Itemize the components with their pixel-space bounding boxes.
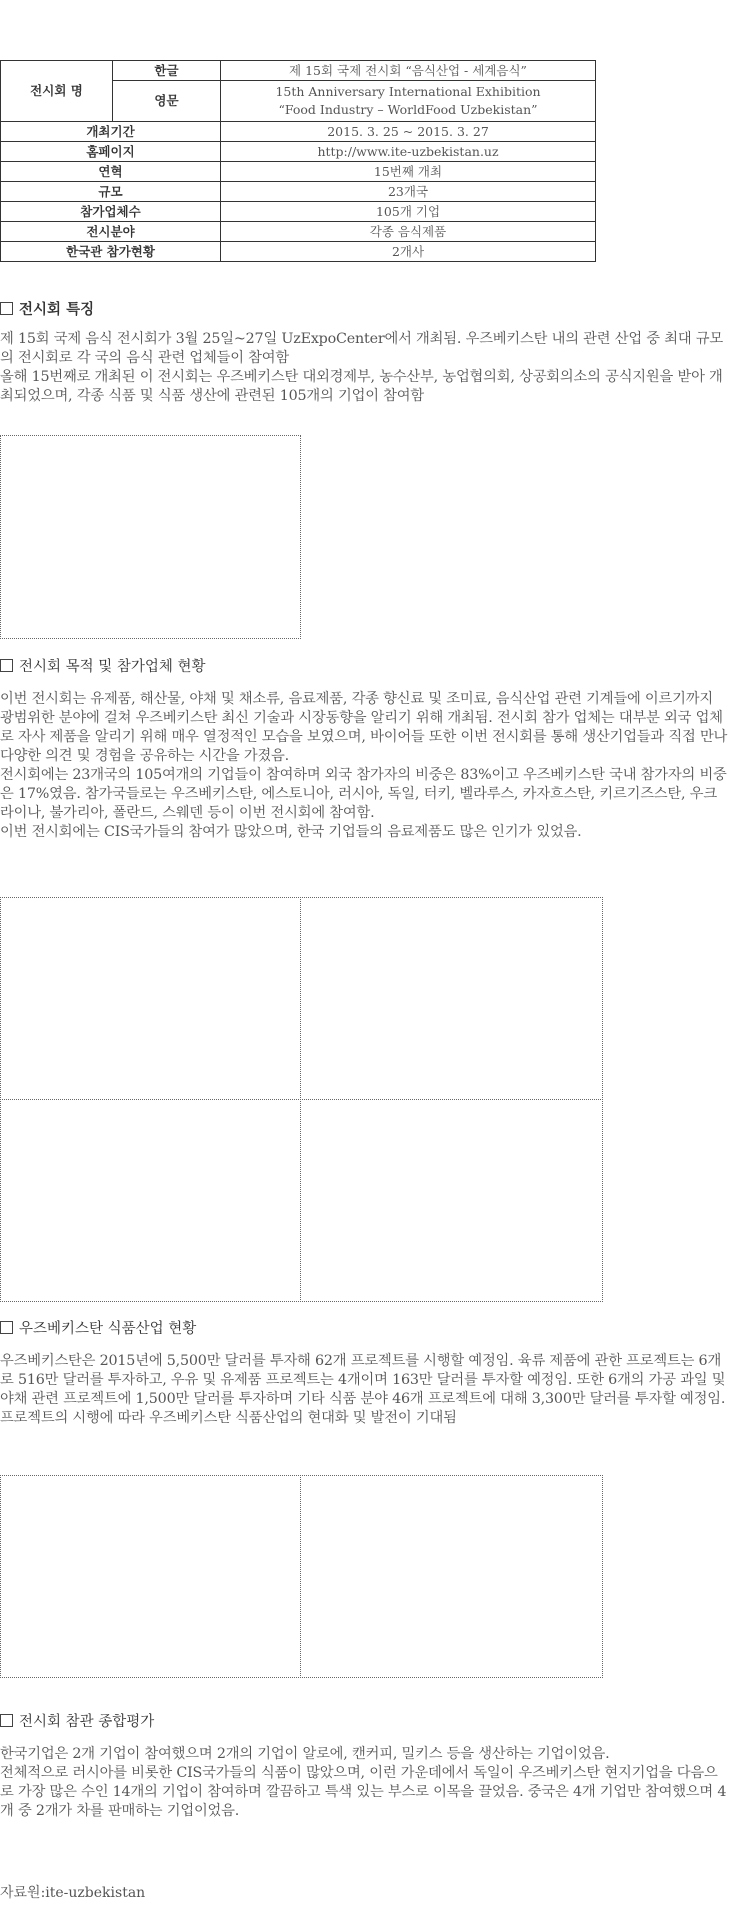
exhibition-name-label: 전시회 명 <box>1 61 113 122</box>
row-label: 연혁 <box>1 162 221 182</box>
section-title-text: 우즈베키스탄 식품산업 현황 <box>19 1321 197 1337</box>
section-title-industry <box>0 1317 196 1338</box>
english-label: 영문 <box>113 81 221 122</box>
paragraph-text: 제 15회 국제 음식 전시회가 3월 25일~27일 UzExpoCenter에서 개최됨. 우즈베키스탄 내의 관련 산업 중 최대 규모의 전시회로 각 국의 음식 관련 업체들이 참여함 <box>0 331 724 366</box>
checkbox-square-icon <box>0 659 13 672</box>
table-row <box>1 182 596 202</box>
photo-placeholder <box>300 1099 603 1302</box>
paragraph-text: 전시회에는 23개국의 105여개의 기업들이 참여하며 외국 참가자의 비중은 83%이고 우즈베키스탄 국내 참가자의 비중은 17%였음. 참가국들로는 우즈베키스탄, 에스토니아, 러시아, 독일, 터키, 벨라루스, 카자흐스탄, 키르기즈스탄, 우크라이나, 불가리아, 폴란드, 스웨덴 등이 이번 전시회에 참여함. <box>0 767 727 821</box>
photo-placeholder <box>300 1475 603 1678</box>
table-row <box>1 122 596 142</box>
section-title-text: 전시회 목적 및 참가업체 현황 <box>19 659 206 675</box>
row-label: 전시분야 <box>1 222 221 242</box>
table-row <box>1 61 596 81</box>
row-label: 홈페이지 <box>1 142 221 162</box>
photo-placeholder <box>0 1099 301 1302</box>
section-title-features <box>0 298 94 319</box>
english-value-line2: “Food Industry – WorldFood Uzbekistan” <box>278 102 538 117</box>
photo-placeholder <box>300 897 603 1100</box>
checkbox-square-icon <box>0 1321 13 1334</box>
row-value: 2015. 3. 25 ~ 2015. 3. 27 <box>221 122 596 142</box>
paragraph-text: 올해 15번째로 개최된 이 전시회는 우즈베키스탄 대외경제부, 농수산부, 농업협의회, 상공회의소의 공식지원을 받아 개최되었으며, 각종 식품 및 식품 생산에 관련된 105개의 기업이 참여함 <box>0 369 723 404</box>
paragraph-text: 한국기업은 2개 기업이 참여했으며 2개의 기업이 알로에, 캔커피, 밀키스 등을 생산하는 기업이었음. <box>0 1746 610 1762</box>
row-label: 참가업체수 <box>1 202 221 222</box>
photo-placeholder <box>0 435 301 639</box>
evaluation-paragraph <box>0 1745 730 1821</box>
table-row <box>1 222 596 242</box>
table-row <box>1 142 596 162</box>
row-label: 한국관 참가현황 <box>1 242 221 262</box>
paragraph-text: 이번 전시회에는 CIS국가들의 참여가 많았으며, 한국 기업들의 음료제품도 많은 인기가 있었음. <box>0 824 582 840</box>
english-value-line1: 15th Anniversary International Exhibition <box>275 84 541 99</box>
row-value: 각종 음식제품 <box>221 222 596 242</box>
homepage-link[interactable]: http://www.ite-uzbekistan.uz <box>221 142 596 162</box>
table-row <box>1 242 596 262</box>
photo-placeholder <box>0 897 301 1100</box>
row-value: 23개국 <box>221 182 596 202</box>
paragraph-text: 이번 전시회는 유제품, 해산물, 야채 및 채소류, 음료제품, 각종 향신료 및 조미료, 음식산업 관련 기계들에 이르기까지 광범위한 분야에 걸쳐 우즈베키스탄 최신 기술과 시장동향을 알리기 위해 개최됨. 전시회 참가 업체는 대부분 외국 업체로 자사 제품을 알리기 위해 매우 열정적인 모습을 보였으며, 바이어들 또한 이번 전시회를 통해 생산기업들과 직접 만나 다양한 의견 및 경험을 공유하는 시간을 가졌음. <box>0 691 728 764</box>
features-paragraph <box>0 330 730 406</box>
purpose-paragraph <box>0 690 730 842</box>
row-value: 105개 기업 <box>221 202 596 222</box>
table-row <box>1 162 596 182</box>
photo-placeholder <box>0 1475 301 1678</box>
exhibition-info-table <box>0 60 596 262</box>
english-value <box>221 81 596 122</box>
table-row <box>1 202 596 222</box>
korean-value: 제 15회 국제 전시회 “음식산업 - 세계음식” <box>221 61 596 81</box>
section-title-text: 전시회 특징 <box>19 301 95 318</box>
checkbox-square-icon <box>0 302 13 315</box>
checkbox-square-icon <box>0 1714 13 1727</box>
row-label: 개최기간 <box>1 122 221 142</box>
section-title-evaluation <box>0 1710 154 1731</box>
paragraph-text: 전체적으로 러시아를 비롯한 CIS국가들의 식품이 많았으며, 이런 가운데에서 독일이 우즈베키스탄 현지기업을 다음으로 가장 많은 수인 14개의 기업이 참여하며 깔끔하고 특색 있는 부스로 이목을 끌었음. 중국은 4개 기업만 참여했으며 4개 중 2개가 차를 판매하는 기업이었음. <box>0 1765 727 1819</box>
industry-paragraph <box>0 1352 730 1428</box>
paragraph-text: 우즈베키스탄은 2015년에 5,500만 달러를 투자해 62개 프로젝트를 시행할 예정임. 육류 제품에 관한 프로젝트는 6개로 516만 달러를 투자하고, 우유 및 유제품 프로젝트는 4개이며 163만 달러를 투자할 예정임. 또한 6개의 가공 과일 및 야채 관련 프로젝트에 1,500만 달러를 투자하며 기타 식품 분야 46개 프로젝트에 대해 3,300만 달러를 투자할 예정임. 프로젝트의 시행에 따라 우즈베키스탄 식품산업의 현대화 및 발전이 기대됨 <box>0 1353 726 1426</box>
row-label: 규모 <box>1 182 221 202</box>
section-title-purpose <box>0 655 206 676</box>
korean-label: 한글 <box>113 61 221 81</box>
row-value: 2개사 <box>221 242 596 262</box>
section-title-text: 전시회 참관 종합평가 <box>19 1714 155 1730</box>
source-note: 자료원:ite-uzbekistan <box>0 1885 146 1901</box>
row-value: 15번째 개최 <box>221 162 596 182</box>
